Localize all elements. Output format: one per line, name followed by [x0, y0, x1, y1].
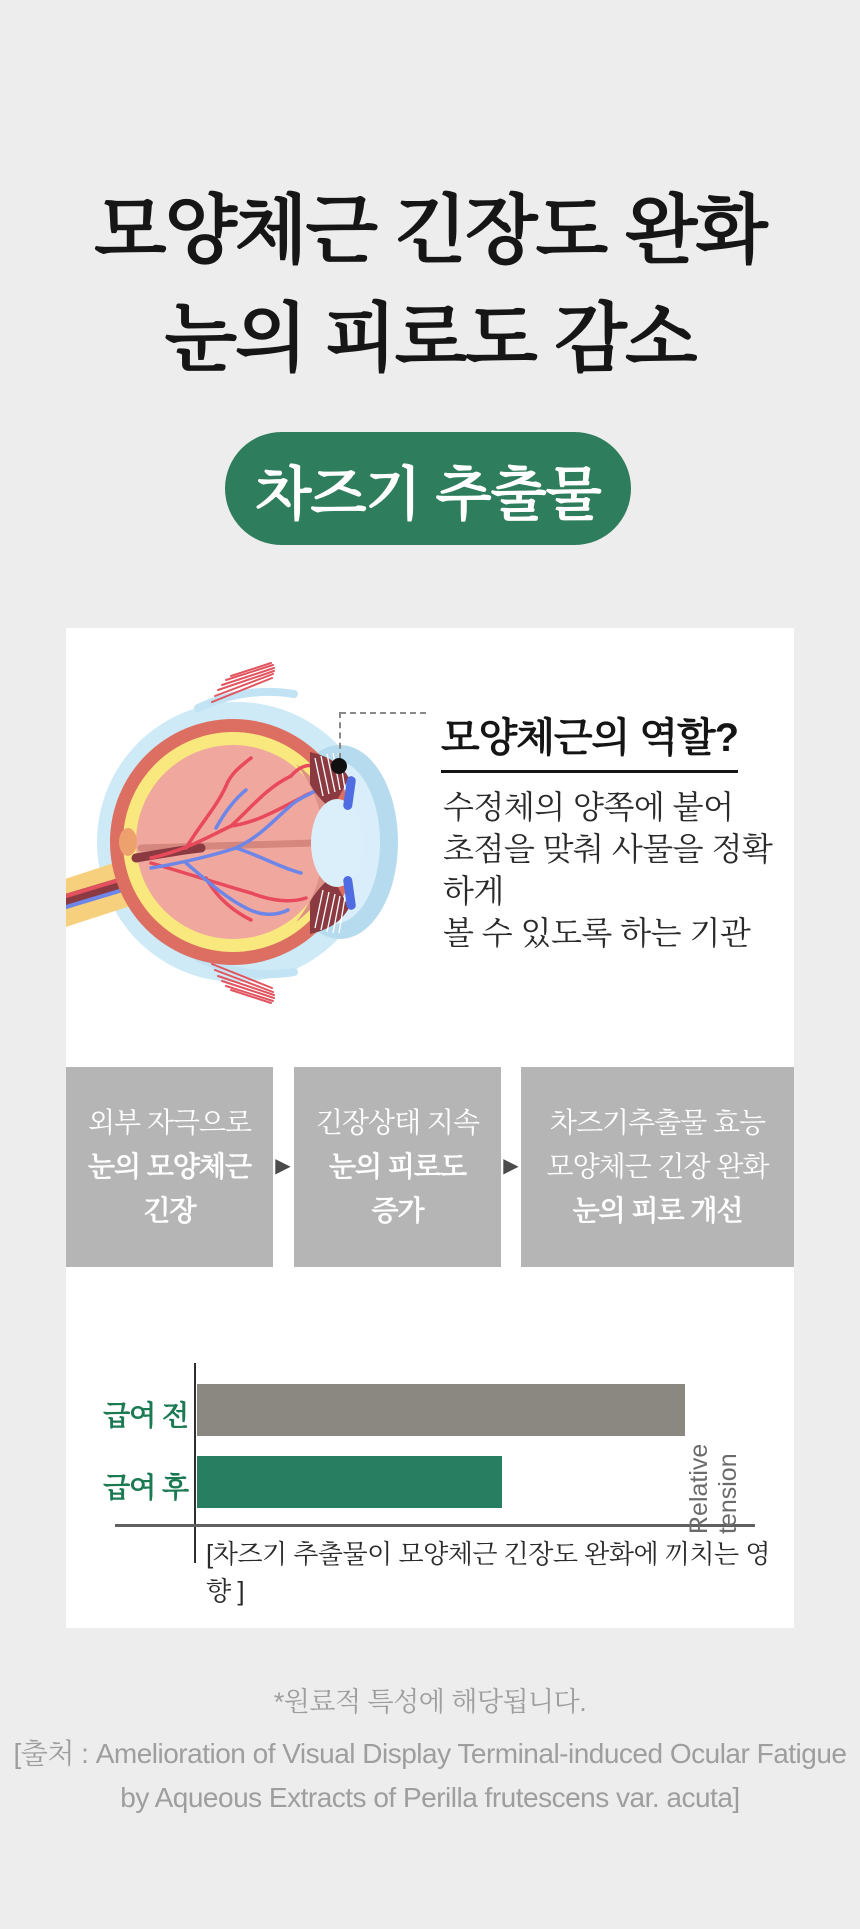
eye-body-line2: 초점을 맞춰 사물을 정확하게 — [443, 831, 773, 909]
flow-arrow-icon: ▶ — [503, 1155, 519, 1177]
eye-anatomy-illustration — [66, 658, 456, 1008]
flow-box-line: 증가 — [371, 1195, 424, 1226]
footer-note: *원료적 특성에 해당됩니다. — [273, 1687, 587, 1717]
info-card — [66, 628, 794, 1628]
ingredient-badge: 차즈기 추출물 — [225, 432, 631, 545]
ciliary-muscle-marker-dot — [331, 758, 347, 774]
flow-box-line: 긴장상태 지속 — [315, 1107, 480, 1138]
eye-section-heading: 모양체근의 역할? — [441, 706, 738, 773]
bar-after-intake — [197, 1456, 502, 1508]
footer-source-line2: by Aqueous Extracts of Perilla frutescens var. acuta] — [120, 1782, 740, 1813]
eye-section-body — [443, 786, 794, 954]
flow-box-line: 긴장 — [143, 1195, 196, 1226]
flow-box-line: 눈의 피로 개선 — [572, 1195, 743, 1226]
flow-box-fatigue — [294, 1067, 501, 1267]
flow-box-line: 눈의 모양체근 — [87, 1151, 252, 1182]
chart-right-axis-label: Relative tension — [685, 1443, 742, 1534]
flow-box-effect — [521, 1067, 794, 1267]
flow-arrow-icon: ▶ — [275, 1155, 291, 1177]
page-title-line1: 모양체근 긴장도 완화 — [94, 188, 766, 272]
chart-caption: [차즈기 추출물이 모양체근 긴장도 완화에 끼치는 영향 ] — [206, 1539, 771, 1606]
flow-box-stimulus — [66, 1067, 273, 1267]
flow-box-line: 외부 자극으로 — [87, 1107, 252, 1138]
chart-y-axis — [194, 1363, 196, 1563]
footer-source-line1: [출처 : Amelioration of Visual Display Terminal-induced Ocular Fatigue — [13, 1738, 847, 1769]
category-label-after: 급여 후 — [103, 1472, 188, 1503]
eye-body-line3: 볼 수 있도록 하는 기관 — [443, 915, 751, 951]
flow-box-line: 모양체근 긴장 완화 — [546, 1151, 769, 1182]
bar-before-intake — [197, 1384, 685, 1436]
chart-bar-area — [197, 1358, 758, 1528]
chart-x-axis — [115, 1524, 755, 1527]
flow-box-line: 눈의 피로도 — [328, 1151, 467, 1182]
tension-bar-chart — [66, 1358, 794, 1628]
eye-body-line1: 수정체의 양쪽에 붙어 — [443, 789, 734, 825]
flow-box-line: 차즈기추출물 효능 — [549, 1107, 766, 1138]
category-label-before: 급여 전 — [103, 1400, 188, 1431]
callout-dash-horizontal — [340, 712, 426, 714]
page-title-line2: 눈의 피로도 감소 — [164, 296, 696, 380]
callout-dash-vertical — [339, 712, 341, 759]
